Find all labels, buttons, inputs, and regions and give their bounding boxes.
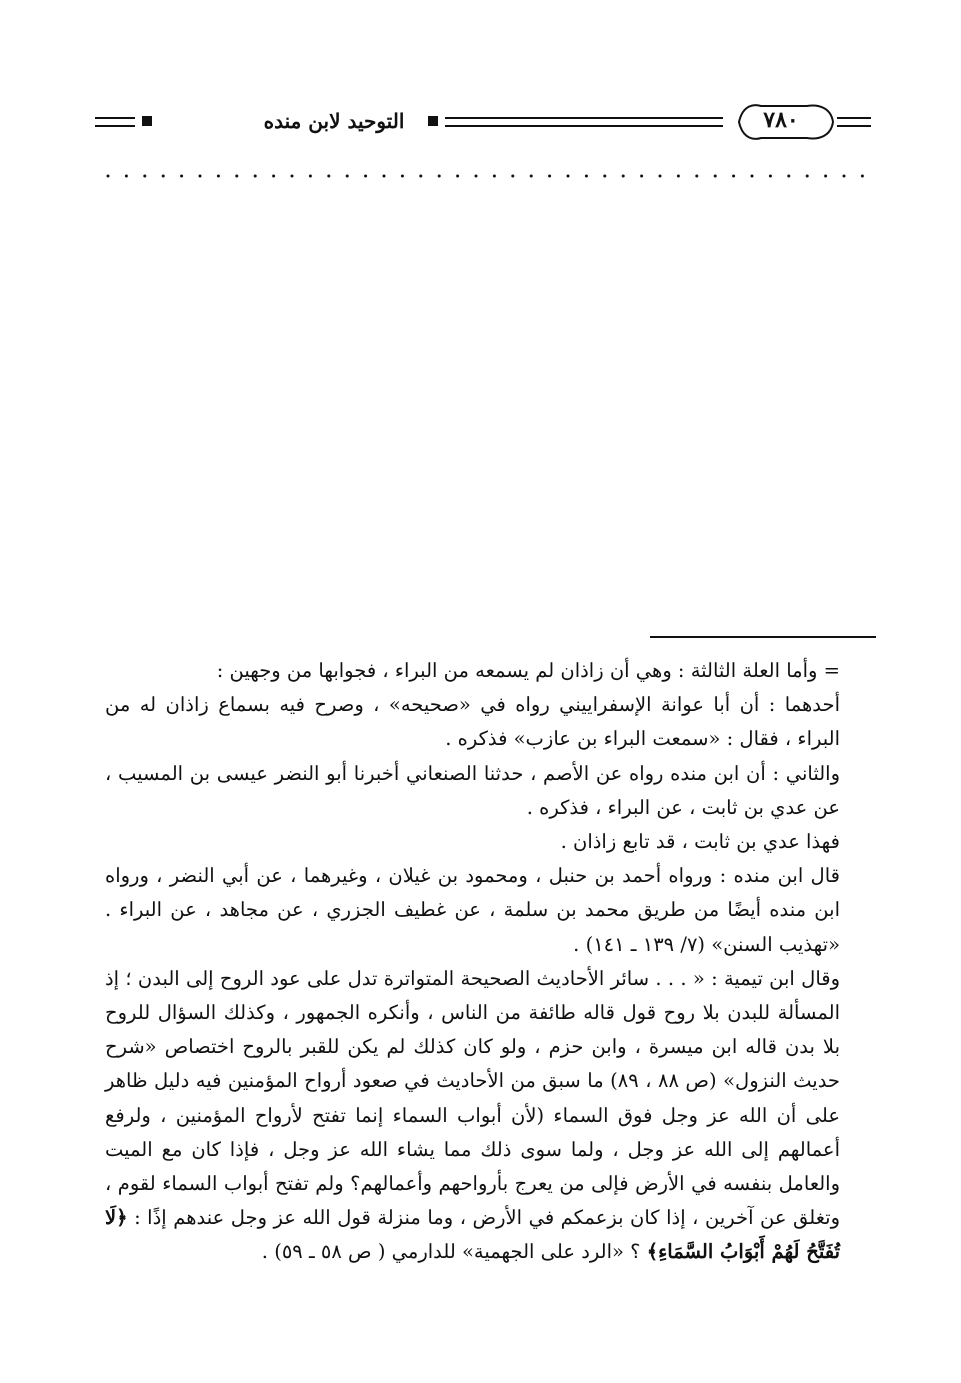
separator-dot xyxy=(548,175,551,178)
separator-dot xyxy=(254,175,257,178)
page-number: ٧٨٠ xyxy=(763,107,799,133)
separator-dot xyxy=(659,175,662,178)
footnote-paragraph: والثاني : أن ابن منده رواه عن الأصم ، حدثنا الصنعاني أخبرنا أبو النضر عيسى بن المسيب ، عن عدي بن ثابت ، عن البراء ، فذكره . xyxy=(105,761,840,819)
book-title: التوحيد لابن منده xyxy=(245,109,423,133)
separator-dot xyxy=(235,175,238,178)
separator-dot xyxy=(677,175,680,178)
separator-dot xyxy=(401,175,404,178)
separator-dot xyxy=(567,175,570,178)
separator-dot xyxy=(143,175,146,178)
footnote-paragraph xyxy=(105,962,840,1270)
separator-dot xyxy=(125,175,128,178)
separator-dot xyxy=(162,175,165,178)
separator-dot xyxy=(475,175,478,178)
separator-dot xyxy=(180,175,183,178)
separator-dot xyxy=(346,175,349,178)
footnote-paragraph: = وأما العلة الثالثة : وهي أن زاذان لم يسمعه من البراء ، فجوابها من وجهين : xyxy=(216,659,840,682)
separator-dot xyxy=(438,175,441,178)
separator-dot xyxy=(456,175,459,178)
separator-dot xyxy=(751,175,754,178)
separator-dot xyxy=(806,175,809,178)
separator-dot xyxy=(530,175,533,178)
separator-dot xyxy=(327,175,330,178)
separator-dot xyxy=(714,175,717,178)
separator-dot xyxy=(787,175,790,178)
footnote-separator xyxy=(650,636,876,638)
footnote-paragraph: فهذا عدي بن ثابت ، قد تابع زاذان . xyxy=(560,830,840,854)
separator-dot xyxy=(419,175,422,178)
running-header xyxy=(95,98,871,146)
separator-dot xyxy=(585,175,588,178)
footnote-paragraph: قال ابن منده : ورواه أحمد بن حنبل ، ومحمود بن غيلان ، وغيرهما ، عن أبي النضر ، ورواه ابن منده أيضًا من طريق محمد بن سلمة ، عن غطيف الجزري ، عن مجاهد ، عن البراء . «تهذيب السنن» (٧/ ١٣٩ ـ ١٤١) . xyxy=(105,864,840,956)
separator-dot xyxy=(493,175,496,178)
separator-dot xyxy=(861,175,864,178)
separator-dot xyxy=(640,175,643,178)
separator-dot xyxy=(824,175,827,178)
separator-dot xyxy=(622,175,625,178)
footnote-paragraph-body: وقال ابن تيمية : « . . . سائر الأحاديث الصحيحة المتواترة تدل على عود الروح إلى البدن ؛ إذ المسألة للبدن بلا روح قول قاله طائفة من الناس ، وأنكره الجمهور ، وكذلك السؤال للروح بلا بدن قاله ابن ميسرة ، وابن حزم ، ولو كان كذلك لم يكن للقبر بالروح اختصاص «شرح حديث النزول» (ص ٨٨ ، ٨٩) ما سبق من الأحاديث في صعود أرواح المؤمنين فيه دليل ظاهر على أن الله عز وجل فوق السماء (لأن أبواب السماء إنما تفتح لأرواح المؤمنين ، ولرفع أعمالهم إلى الله عز وجل ، ولما سوى ذلك مما يشاء الله عز وجل ، فإذا كان مع الميت والعامل بنفسه في الأرض فإلى من يعرج بأرواحهم وأعمالهم؟ ولم تفتح أبواب السماء لقوم ، وتغلق عن آخرين ، إذا كان بزعمكم في الأرض ، وما منزلة قول الله عز وجل عندهم إذًا : xyxy=(105,966,840,1230)
separator-dot xyxy=(603,175,606,178)
separator-dot xyxy=(217,175,220,178)
separator-dot xyxy=(199,175,202,178)
footnote-paragraph: أحدهما : أن أبا عوانة الإسفراييني رواه في «صحيحه» ، وصرح فيه بسماع زاذان له من البراء ، فقال : «سمعت البراء بن عازب» فذكره . xyxy=(105,693,840,751)
separator-dot xyxy=(309,175,312,178)
separator-dot xyxy=(107,175,110,178)
separator-dot xyxy=(732,175,735,178)
separator-dot xyxy=(291,175,294,178)
footnote-closing: ؟ «الرد على الجهمية» للدارمي ( ص ٥٨ ـ ٥٩) . xyxy=(261,1240,641,1264)
separator-dot xyxy=(695,175,698,178)
separator-dot xyxy=(272,175,275,178)
separator-dot xyxy=(364,175,367,178)
separator-dot xyxy=(511,175,514,178)
dotted-separator xyxy=(105,170,867,182)
footnote-text xyxy=(105,654,840,1270)
separator-dot xyxy=(383,175,386,178)
separator-dot xyxy=(843,175,846,178)
quran-quote: ﴿لَا تُفَتَّحُ لَهُمْ أَبْوَابُ السَّمَاءِ﴾ xyxy=(105,1206,840,1264)
separator-dot xyxy=(769,175,772,178)
